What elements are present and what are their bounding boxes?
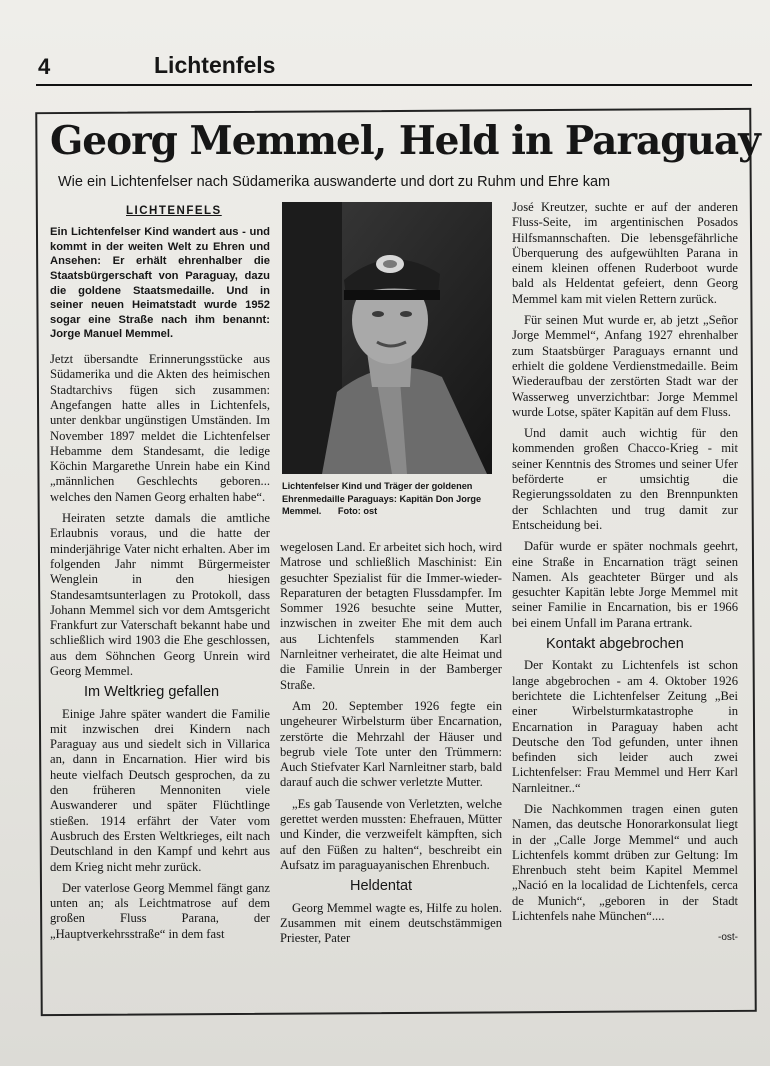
photo-caption xyxy=(282,480,497,518)
photo-caption-text: Lichtenfelser Kind und Träger der goldenen Ehrenmedaille Paraguays: Kapitän Don Jorge Memmel. xyxy=(282,481,482,516)
subheading: Heldentat xyxy=(350,878,413,895)
lead-paragraph: Ein Lichtenfelser Kind wandert aus - und kommt in der weiten Welt zu Ehren und Ansehen: Er erhält ehrenhalber die Staatsbürgerschaft von Paraguay, dazu die goldene Staatsmedaille. Und in seiner neuen Heimatstadt wurde 1952 sogar eine Straße nach ihm benannt: Jorge Manuel Memmel. xyxy=(50,226,270,341)
body-paragraph: Und damit auch wichtig für den kommenden großen Chacco-Krieg - mit seiner Kenntnis des Stromes und seiner Ufer beförderte er umsichtig die Regierungssoldaten zu den Brennpunkten der Schlachten und trug damit zur Entscheidung bei. xyxy=(512,426,738,532)
portrait-image xyxy=(282,202,492,474)
body-paragraph: Der vaterlose Georg Memmel fängt ganz unten an; als Leichtmatrose auf dem großen Fluss Parana, der „Hauptverkehrsstraße“ in dem fast xyxy=(50,880,270,941)
section-title: Lichtenfels xyxy=(154,52,276,78)
subheading: Im Weltkrieg gefallen xyxy=(84,684,220,701)
body-paragraph: Heiraten setzte damals die amtliche Erlaubnis voraus, und die hatte der minderjährige Vater nicht erhalten. Aber im folgenden Jahr nimmt Bürgermeister Wenglein in den hiesigen Standesamtsunterlagen zu Protokoll, dass Johann Memmel sich vor dem Amtsgericht Frankfurt zur Vaterschaft bekannt habe und schließlich wird 1903 die Ehe geschlossen, aus dem Söhnchen Georg Unrein wird Georg Memmel. xyxy=(50,511,270,678)
body-paragraph: wegelosen Land. Er arbeitet sich hoch, wird Matrose und schließlich Maschinist: Ein gesuchter Spezialist für die Immer-wieder-Reparaturen der betagten Flussdampfer. Im Sommer 1926 besuchte seine Mutter, inzwischen in zweiter Ehe mit dem auch aus Lichtenfels stammenden Karl Narnleitner verheiratet, die alte Heimat und die Familie Unrein in der Bamberger Straße. xyxy=(280,540,502,692)
body-paragraph: Die Nachkommen tragen einen guten Namen, das deutsche Honorarkonsulat liegt in der „Calle Jorge Memmel“ und auch Lichtenfels kommt drüben zur Geltung: Im Ehrenbuch steht beim Kapitel Memmel „Nació en la localidad de Lichtenfels, cerca de Munich“, „geboren in der Stadt Lichtenfels nahe München“.... xyxy=(512,801,738,924)
header-rule xyxy=(36,84,752,86)
photo-credit: Foto: ost xyxy=(337,506,378,516)
article-subheadline: Wie ein Lichtenfelser nach Südamerika auswanderte und dort zu Ruhm und Ehre kam xyxy=(58,174,611,190)
body-paragraph: Für seinen Mut wurde er, ab jetzt „Señor Jorge Memmel“, Anfang 1927 ehrenhalber zum Staatsbürger Paraguays ernannt und erhielt die goldene Verdienstmedaille. Beim Wiederaufbau der zerstörten Stadt war der Wasserweg unverzichtbar: Jorge Memmel wurde Lotse, später Kapitän auf dem Fluss. xyxy=(512,313,738,419)
body-paragraph: Dafür wurde er später nochmals geehrt, eine Straße in Encarnation trägt seinen Namen. Als geachteter Bürger und als gesuchter Kapitän lebte Jorge Memmel mit seiner Familie in Encarnation, bis er 1966 bei einem Unfall im Parana ertrank. xyxy=(512,539,738,630)
body-paragraph: Jetzt übersandte Erinnerungsstücke aus Südamerika und die Akten des heimischen Stadtarchivs fügen sich zusammen: Angefangen hatte alles in Lichtenfels, unter denkbar ungünstigen Umständen. Im November 1897 meldet die Lichtenfelser Hebamme dem Standesamt, die ledige Köchin Margarethe Unrein habe ein Kind „männlichen Geschlechts geboren... welches den Namen Georg erhalten habe“. xyxy=(50,352,270,504)
column-2 xyxy=(280,540,502,952)
author-signature: -ost- xyxy=(718,932,738,944)
body-paragraph: Der Kontakt zu Lichtenfels ist schon lange abgebrochen - am 4. Oktober 1926 berichtete die Lichtenfelser Zeitung „Bei einer Wirbelsturmkatastrophe in Encarnation in Paraguay haben acht Deutsche den Tod gefunden, unter ihnen befinden sich leider auch zwei Lichtenfelser: Frau Memmel und Herr Karl Narnleitner..“ xyxy=(512,658,738,795)
dateline: LICHTENFELS xyxy=(126,205,222,217)
body-paragraph: Georg Memmel wagte es, Hilfe zu holen. Zusammen mit einem deutschstämmigen Priester, Pater xyxy=(280,900,502,946)
captain-photo xyxy=(282,202,492,474)
body-paragraph: Einige Jahre später wandert die Familie mit inzwischen drei Kindern nach Paraguay aus und siedelt sich in Villarica an, dann in Encarnation. Hier wird bis heute vielfach Deutsch gesprochen, da zu den früheren Mennoniten viele Auswanderer und später Flüchtlinge stießen. 1914 erfährt der Vater vom Ausbruch des Ersten Weltkrieges, eilt nach Deutschland in den Kampf und kehrt aus dem Krieg nicht mehr zurück. xyxy=(50,706,270,874)
column-3 xyxy=(512,200,738,946)
column-1 xyxy=(50,204,270,948)
article-headline: Georg Memmel, Held in Paraguay xyxy=(50,118,760,164)
subheading: Kontakt abgebrochen xyxy=(546,636,684,653)
body-paragraph: Am 20. September 1926 fegte ein ungeheurer Wirbelsturm über Encarnation, zerstörte die Mehrzahl der Häuser und begrub viele Tote unter den Trümmern: Auch Stiefvater Karl Narnleitner starb, bald darauf auch die schwer verletzte Mutter. xyxy=(280,698,502,790)
page-number: 4 xyxy=(38,54,51,79)
body-paragraph: „Es gab Tausende von Verletzten, welche gerettet werden mussten: Ehefrauen, Mütter und Kinder, die verzweifelt kämpften, sich auf den Füßen zu halten“, beschreibt ein Aufsatz im paraguayanischen Ehrenbuch. xyxy=(280,796,502,872)
body-paragraph: José Kreutzer, suchte er auf der anderen Fluss-Seite, im argentinischen Posados Hilfsmannschaften. Die lebensgefährliche Überquerung des aufgewühlten Parana in einem kleinen offenen Ruderboot wurde bald als Heldentat gefeiert, denn Georg Memmel kam mit vielen Rettern zurück. xyxy=(512,200,738,306)
